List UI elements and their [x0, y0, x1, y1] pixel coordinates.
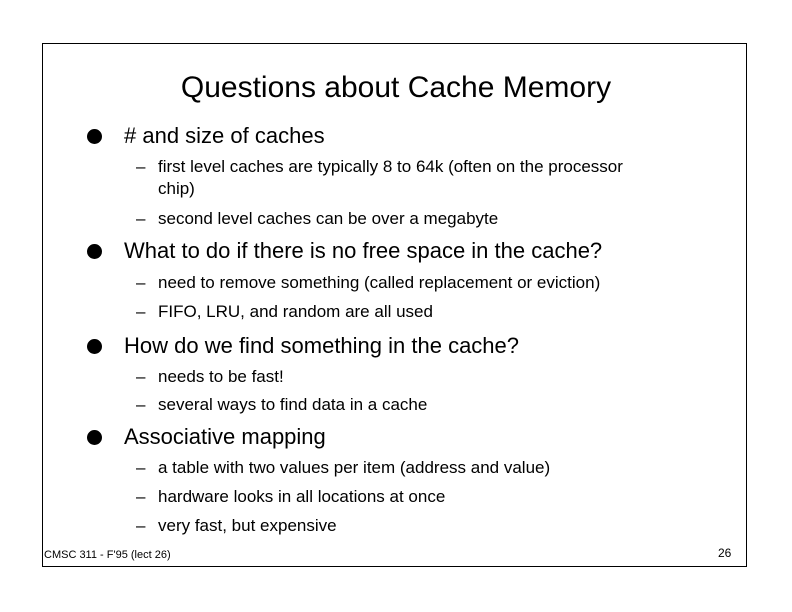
bullet-dot-icon: [87, 244, 102, 259]
sub-bullet-item: [136, 301, 433, 323]
bullet-text: What to do if there is no free space in the cache?: [124, 238, 603, 263]
sub-bullet-item: [136, 156, 628, 200]
dash-icon: –: [136, 273, 146, 292]
dash-icon: –: [136, 395, 146, 414]
slide-title: Questions about Cache Memory: [180, 71, 612, 104]
bullet-text: # and size of caches: [124, 123, 325, 148]
sub-bullet-item: [136, 457, 550, 479]
sub-bullet-text: second level caches can be over a megabyte: [158, 209, 499, 228]
sub-bullet-item: [136, 366, 284, 388]
dash-icon: –: [136, 516, 146, 535]
sub-bullet-item: [136, 208, 498, 230]
bullet-item: [87, 237, 602, 265]
sub-bullet-item: [136, 486, 445, 508]
sub-bullet-text: FIFO, LRU, and random are all used: [158, 302, 433, 321]
sub-bullet-item: [136, 515, 337, 537]
dash-icon: –: [136, 302, 146, 321]
bullet-dot-icon: [87, 129, 102, 144]
bullet-item: [87, 423, 326, 451]
sub-bullet-item: [136, 272, 600, 294]
sub-bullet-text: very fast, but expensive: [158, 516, 337, 535]
dash-icon: –: [136, 157, 146, 176]
slide-footer: CMSC 311 - F'95 (lect 26): [44, 549, 171, 561]
dash-icon: –: [136, 458, 146, 477]
dash-icon: –: [136, 209, 146, 228]
dash-icon: –: [136, 367, 146, 386]
bullet-dot-icon: [87, 339, 102, 354]
bullet-item: [87, 332, 519, 360]
bullet-text: Associative mapping: [124, 424, 326, 449]
bullet-item: [87, 122, 325, 150]
sub-bullet-text: first level caches are typically 8 to 64k (often on the processor chip): [158, 157, 623, 198]
sub-bullet-item: [136, 394, 427, 416]
page-number: 26: [718, 546, 732, 560]
dash-icon: –: [136, 487, 146, 506]
sub-bullet-text: several ways to find data in a cache: [158, 395, 428, 414]
sub-bullet-text: hardware looks in all locations at once: [158, 487, 446, 506]
bullet-text: How do we find something in the cache?: [124, 333, 520, 358]
sub-bullet-text: need to remove something (called replacement or eviction): [158, 273, 601, 292]
bullet-dot-icon: [87, 430, 102, 445]
sub-bullet-text: a table with two values per item (address and value): [158, 458, 551, 477]
sub-bullet-text: needs to be fast!: [158, 367, 284, 386]
